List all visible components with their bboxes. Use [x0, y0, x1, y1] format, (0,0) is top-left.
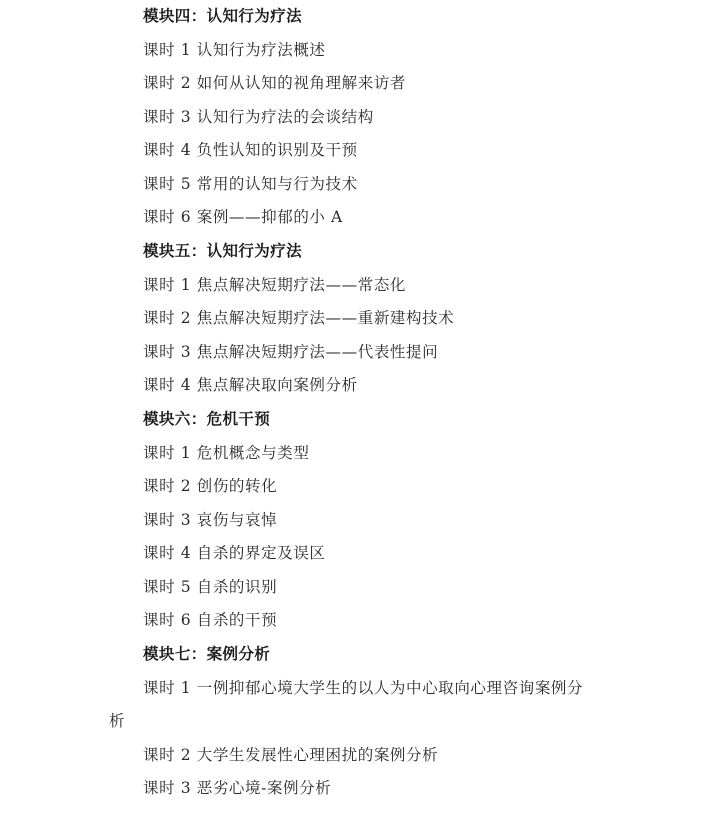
module-7-lesson-1: 课时 1 一例抑郁心境大学生的以人为中心取向心理咨询案例分 — [143, 679, 584, 697]
module-5-lesson-4: 课时 4 焦点解决取向案例分析 — [143, 376, 358, 394]
module-5-lesson-1: 课时 1 焦点解决短期疗法——常态化 — [143, 276, 407, 294]
module-6-lesson-5: 课时 5 自杀的识别 — [143, 578, 278, 596]
module-4-heading: 模块四：认知行为疗法 — [143, 6, 303, 25]
module-5-heading: 模块五：认知行为疗法 — [143, 241, 303, 260]
module-6-heading: 模块六：危机干预 — [143, 409, 271, 428]
module-5-lesson-2: 课时 2 焦点解决短期疗法——重新建构技术 — [143, 309, 455, 327]
module-7-heading: 模块七：案例分析 — [143, 644, 271, 663]
module-4-lesson-4: 课时 4 负性认知的识别及干预 — [143, 141, 358, 159]
module-4-lesson-2: 课时 2 如何从认知的视角理解来访者 — [143, 74, 407, 92]
module-7-lesson-1-continued: 析 — [109, 712, 126, 730]
module-6-lesson-6: 课时 6 自杀的干预 — [143, 611, 278, 629]
module-4-lesson-5: 课时 5 常用的认知与行为技术 — [143, 175, 358, 193]
module-6-lesson-2: 课时 2 创伤的转化 — [143, 477, 278, 495]
module-7-lesson-3: 课时 3 恶劣心境-案例分析 — [143, 779, 332, 797]
module-7-lesson-2: 课时 2 大学生发展性心理困扰的案例分析 — [143, 746, 439, 764]
module-4-lesson-1: 课时 1 认知行为疗法概述 — [143, 41, 326, 59]
module-6-lesson-1: 课时 1 危机概念与类型 — [143, 444, 310, 462]
module-4-lesson-6: 课时 6 案例——抑郁的小 A — [143, 208, 343, 226]
module-5-lesson-3: 课时 3 焦点解决短期疗法——代表性提问 — [143, 343, 439, 361]
module-6-lesson-4: 课时 4 自杀的界定及误区 — [143, 544, 326, 562]
module-4-lesson-3: 课时 3 认知行为疗法的会谈结构 — [143, 108, 374, 126]
module-6-lesson-3: 课时 3 哀伤与哀悼 — [143, 511, 278, 529]
